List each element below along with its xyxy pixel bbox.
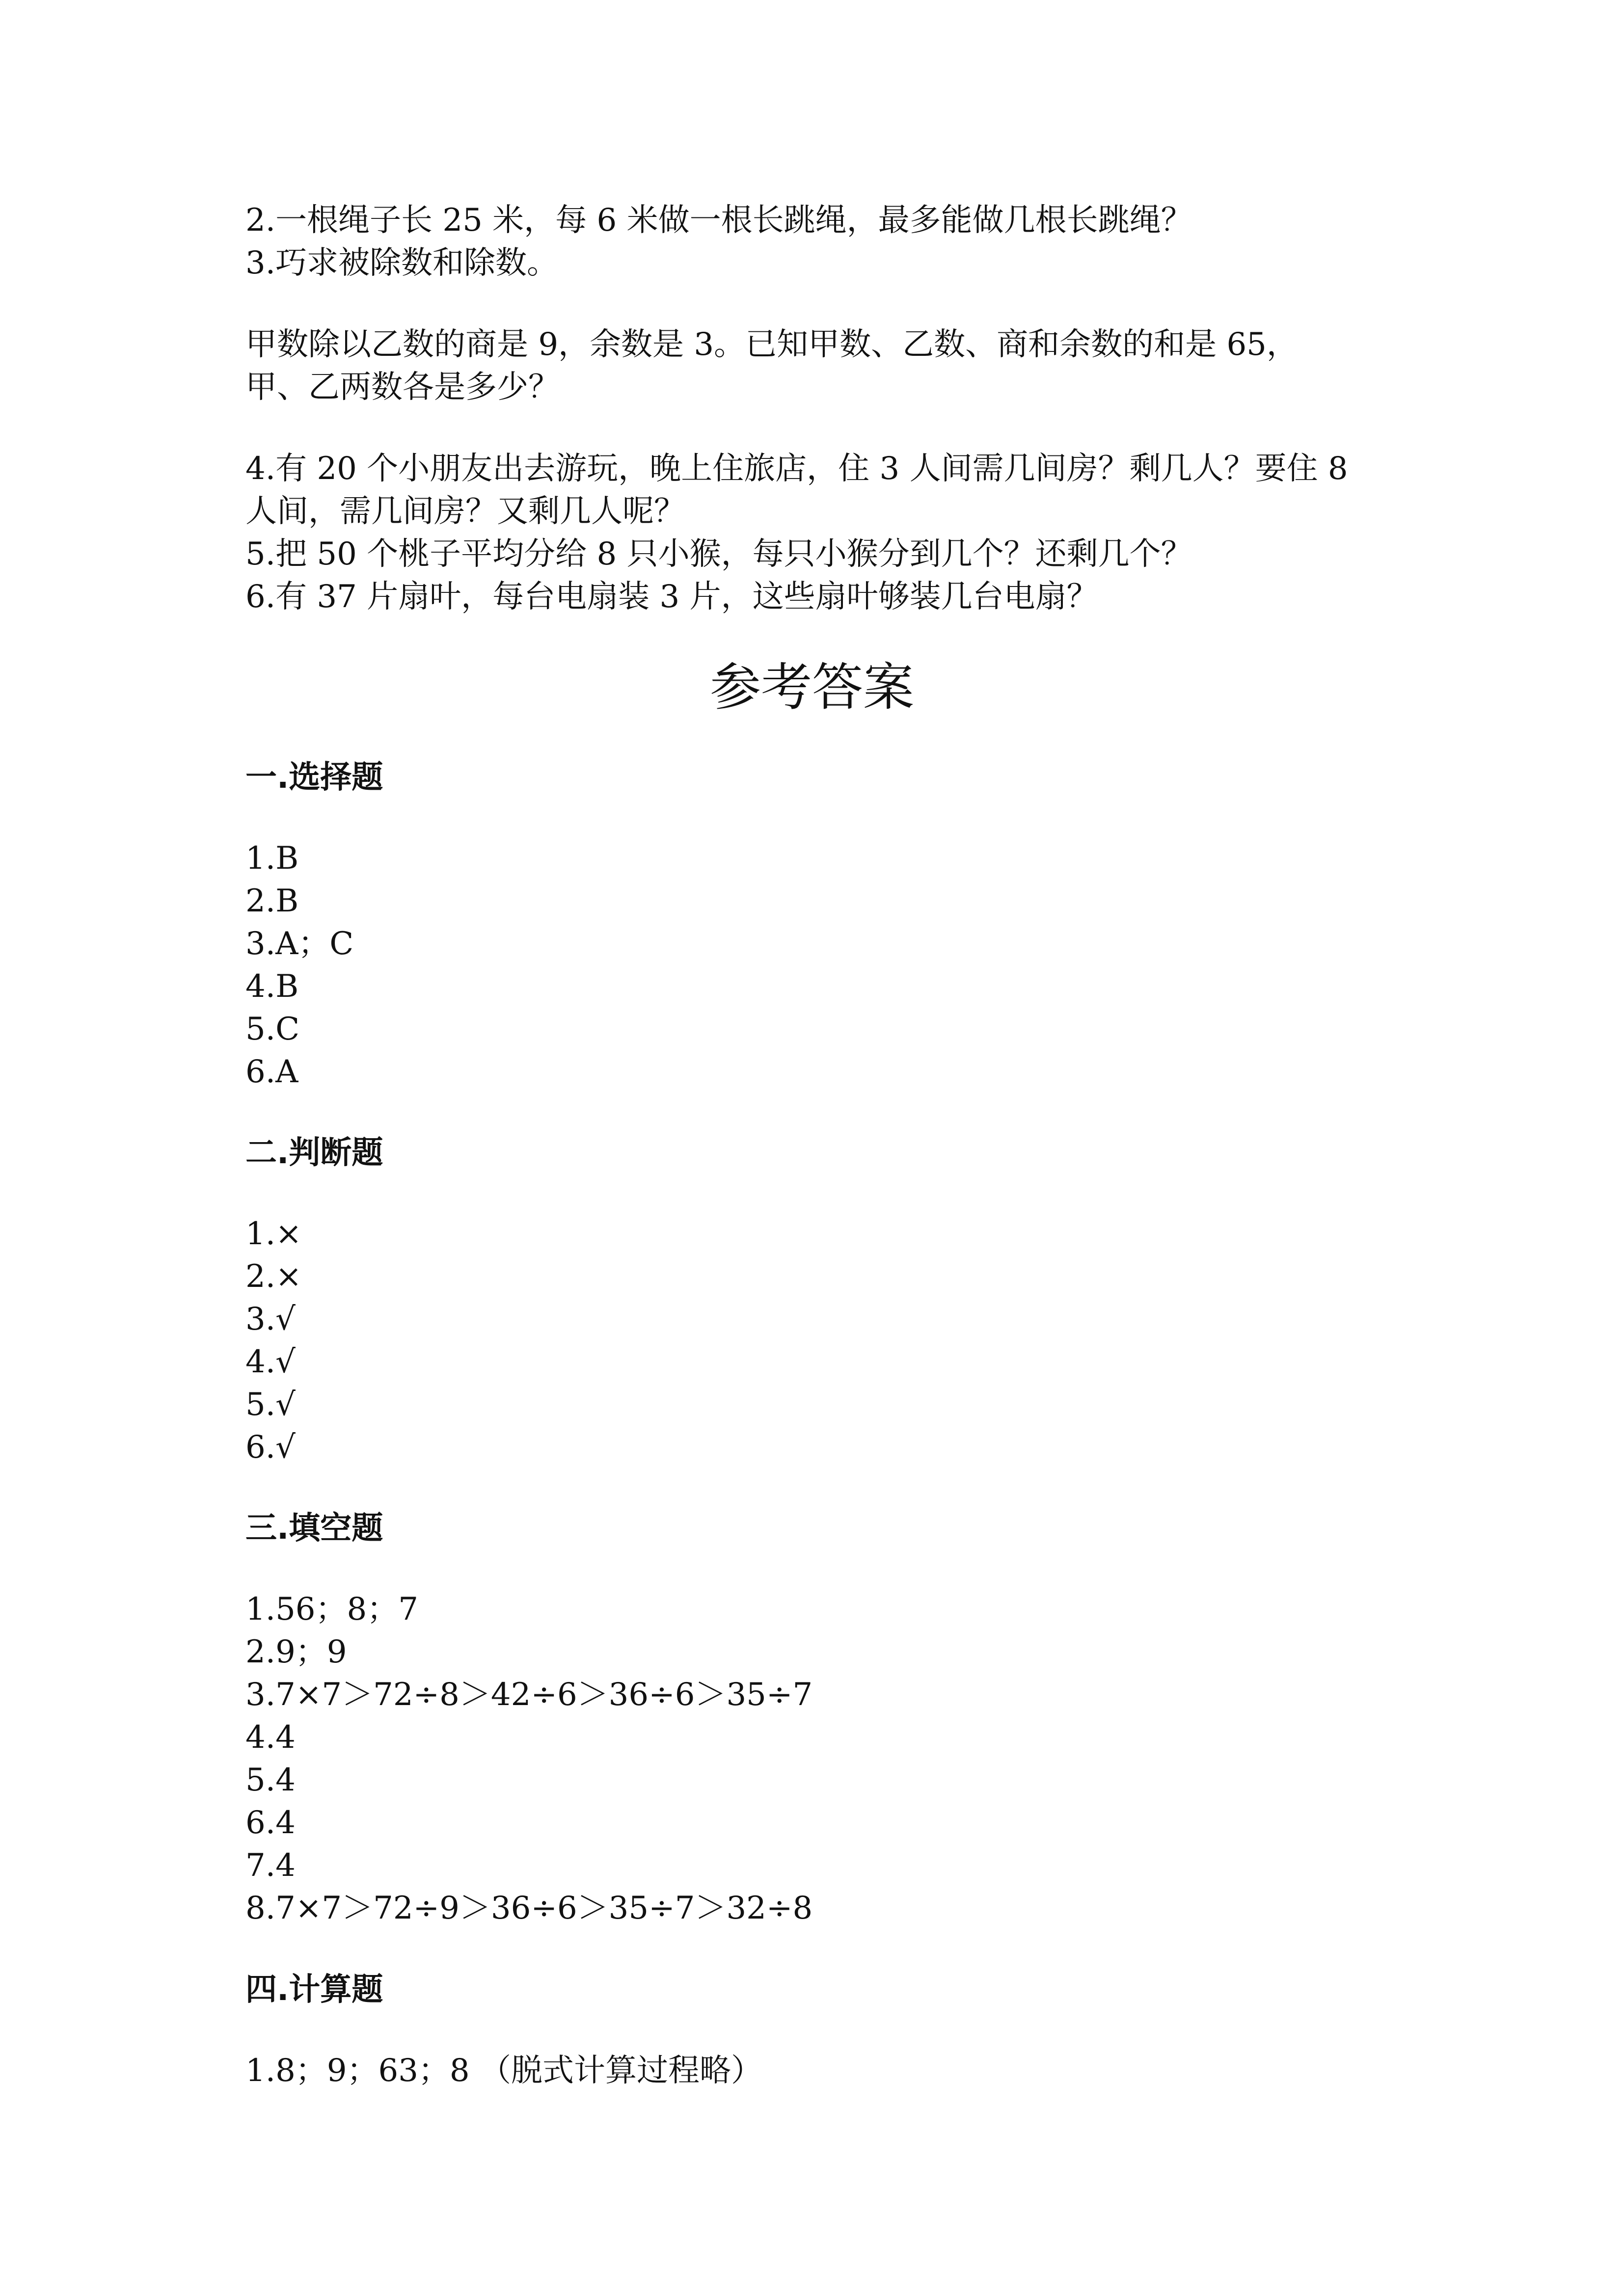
section-2-item: 5.√ [245,1387,296,1423]
question-6: 6.有 37 片扇叶，每台电扇装 3 片，这些扇叶够装几台电扇？ [245,579,1098,615]
question-3: 3.巧求被除数和除数。 [245,245,559,281]
question-4-line-2: 人间，需几间房？又剩几人呢？ [245,493,685,530]
section-1-heading: 一.选择题 [245,759,383,796]
question-5: 5.把 50 个桃子平均分给 8 只小猴，每只小猴分到几个？还剩几个？ [245,536,1192,572]
question-4-line-1: 4.有 20 个小朋友出去游玩，晚上住旅店，住 3 人间需几间房？剩几人？要住 8 [245,451,1348,487]
section-1-item: 3.A；C [245,926,354,962]
section-2-item: 1.× [245,1216,302,1252]
question-3-body-line-1: 甲数除以乙数的商是 9，余数是 3。已知甲数、乙数、商和余数的和是 65， [245,326,1298,363]
section-3-item: 7.4 [245,1847,296,1884]
section-1-item: 6.A [245,1054,298,1090]
section-3-item: 8.7×7＞72÷9＞36÷6＞35÷7＞32÷8 [245,1890,813,1926]
section-4-heading: 四.计算题 [245,1972,383,2008]
section-4-item: 1.8；9；63；8 （脱式计算过程略） [245,2053,762,2089]
answers-title: 参考答案 [709,657,914,717]
section-3-item: 2.9；9 [245,1634,347,1670]
section-3-item: 3.7×7＞72÷8＞42÷6＞36÷6＞35÷7 [245,1677,813,1713]
question-2: 2.一根绳子长 25 米，每 6 米做一根长跳绳，最多能做几根长跳绳？ [245,202,1192,239]
section-2-item: 4.√ [245,1344,296,1380]
section-2-item: 6.√ [245,1429,296,1466]
section-2-item: 2.× [245,1258,302,1295]
section-2-item: 3.√ [245,1301,296,1337]
section-3-item: 6.4 [245,1805,296,1841]
section-3-item: 1.56；8；7 [245,1591,418,1628]
section-3-item: 5.4 [245,1762,296,1798]
section-1-item: 4.B [245,968,299,1005]
section-1-item: 1.B [245,840,299,877]
question-3-body-line-2: 甲、乙两数各是多少？ [245,369,560,405]
section-3-item: 4.4 [245,1719,296,1756]
section-3-heading: 三.填空题 [245,1510,383,1547]
section-2-heading: 二.判断题 [245,1135,383,1171]
section-1-item: 2.B [245,883,299,919]
section-1-item: 5.C [245,1011,300,1047]
